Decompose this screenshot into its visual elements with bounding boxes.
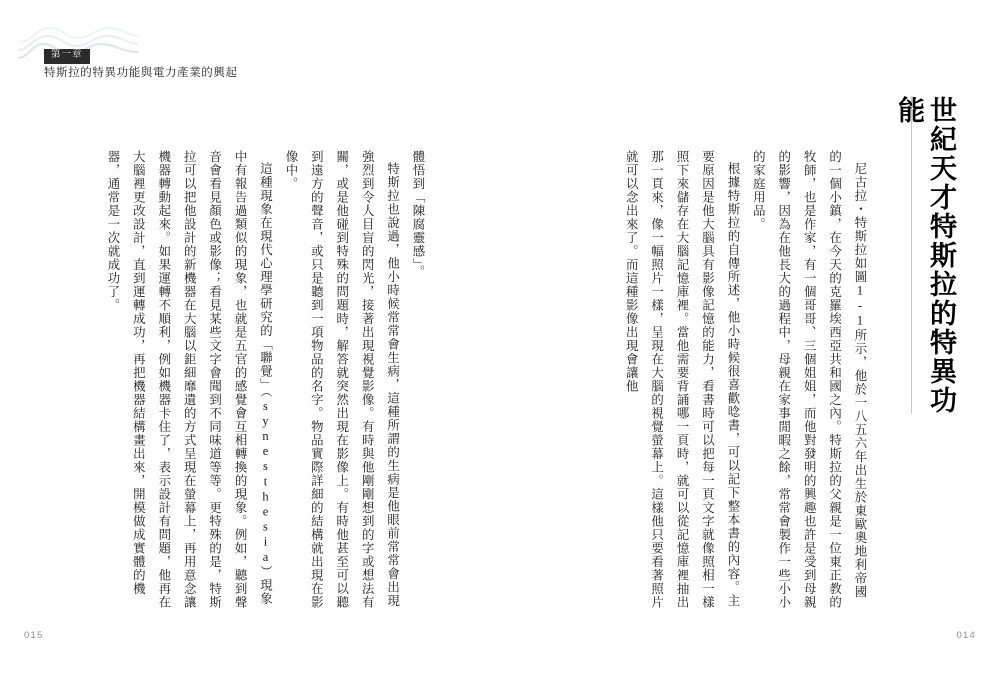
chapter-running-title: 特斯拉的特異功能與電力產業的興起 bbox=[44, 67, 238, 79]
paragraph: 體悟到「陳腐靈感」。 bbox=[411, 150, 425, 279]
chapter-tag: 第一章 bbox=[44, 49, 90, 64]
paragraph: 這種現象在現代心理學研究的「聯覺」（synesthesia）現象中有報告過類似的現象，也就是五官的感覺會互相轉換的現象。例如，聽到聲音會看見顏色或影像；看見某些文字會聞到不同味道等等。更特殊的是，特斯拉可以把他設計的新機器在大腦以鉅細靡遺的方式呈現在螢幕上，再用意念讓機器轉動起來。如果運轉不順利，例如機器卡住了，表示設計有問題，他再在大腦裡更改設計，直到運轉成功，再把機器結構畫出來，開模做成實體的機器，通常是一次就成功了。 bbox=[105, 150, 273, 609]
paragraph: 尼古拉・特斯拉如圖1-1所示，他於一八五六年出生於東歐奧地利帝國的一個小鎮，在今天的克羅埃西亞共和國之內。特斯拉的父親是一位東正教的牧師，也是作家，有一個哥哥、三個姐姐，而他對發明的興趣也許是受到母親的影響，因為在他長大的過程中，母親在家事閒暇之餘，常常會製作一些小小的家庭用品。 bbox=[751, 150, 867, 609]
left-page-body bbox=[100, 150, 430, 610]
right-page-body bbox=[562, 150, 872, 610]
section-heading: 世紀天才特斯拉的特異功能 bbox=[894, 96, 956, 415]
page-gutter bbox=[499, 0, 500, 677]
paragraph: 特斯拉也說過，他小時候常常會生病，這種所謂的生病是他眼前常常會出現強烈到令人目盲的閃光，接著出現視覺影像。有時與他剛剛想到的字或想法有關，或是他碰到特殊的問題時，解答就突然出現在影像上。有時他甚至可以聽到遠方的聲音，或只是聽到一項物品的名字。物品實際詳細的結構就出現在影像中。 bbox=[283, 150, 400, 609]
page-number-right: 014 bbox=[956, 630, 976, 641]
paragraph: 根據特斯拉的自傳所述，他小時候很喜歡唸書，可以記下整本書的內容。主要原因是他大腦具有影像記憶的能力，看書時可以把每一頁文字就像照相一樣照下來儲存在大腦記憶庫裡。當他需要背誦哪一頁時，就可以從記憶庫裡抽出那一頁來，像一幅照片一樣，呈現在大腦的視覺螢幕上。這樣他只要看著照片就可以念出來了。而這種影像出現會讓他 bbox=[624, 150, 740, 609]
page-number-left: 015 bbox=[24, 630, 44, 641]
